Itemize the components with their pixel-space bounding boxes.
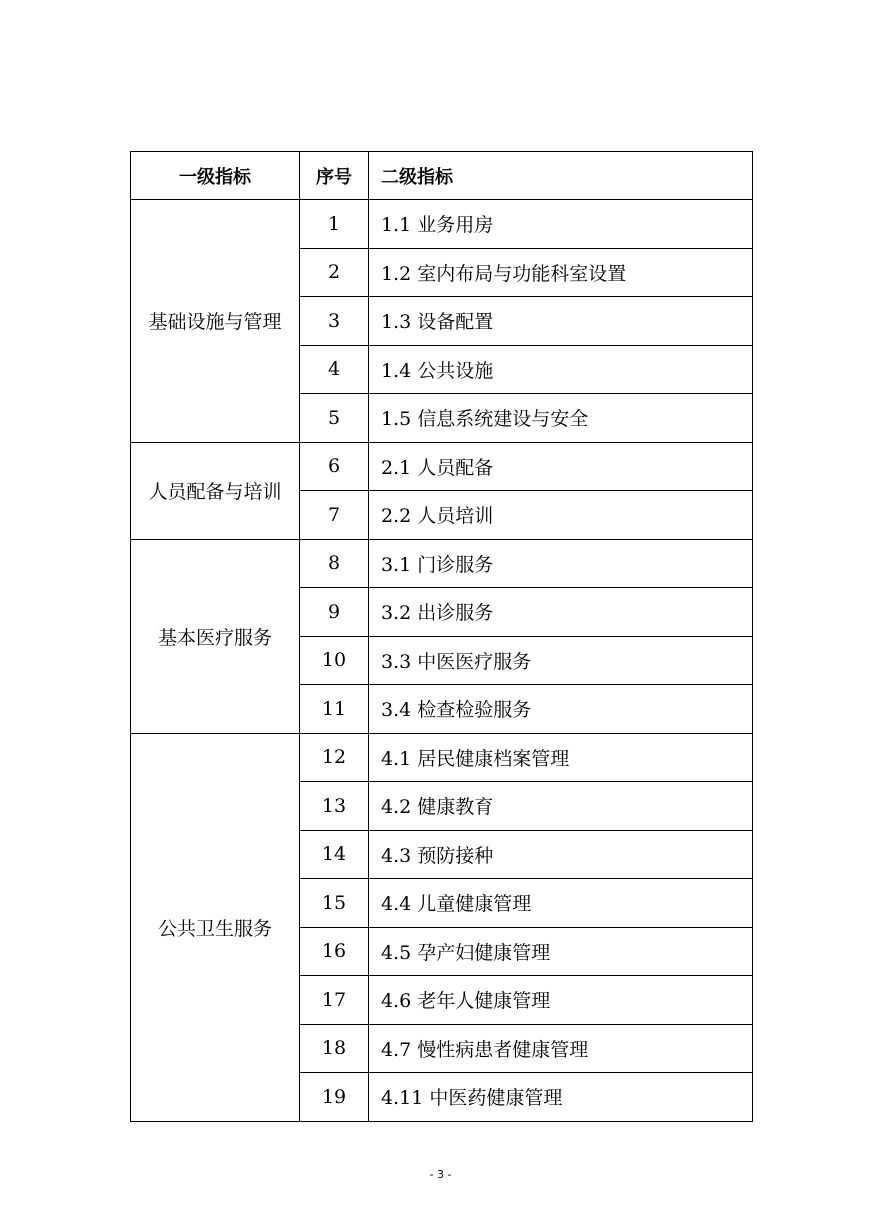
level2-cell: 2.2 人员培训 (369, 491, 753, 540)
page-number: - 3 - (429, 1168, 452, 1181)
header-seq: 序号 (300, 152, 369, 200)
seq-cell: 7 (300, 491, 369, 540)
seq-cell: 12 (300, 733, 369, 782)
seq-cell: 16 (300, 927, 369, 976)
level2-cell: 1.1 业务用房 (369, 200, 753, 249)
seq-cell: 6 (300, 442, 369, 491)
header-level2: 二级指标 (369, 152, 753, 200)
level2-cell: 3.1 门诊服务 (369, 539, 753, 588)
level2-cell: 4.2 健康教育 (369, 782, 753, 831)
level2-cell: 3.2 出诊服务 (369, 588, 753, 637)
level2-cell: 4.3 预防接种 (369, 830, 753, 879)
level2-cell: 2.1 人员配备 (369, 442, 753, 491)
seq-cell: 14 (300, 830, 369, 879)
seq-cell: 3 (300, 297, 369, 346)
header-level1: 一级指标 (131, 152, 300, 200)
seq-cell: 15 (300, 879, 369, 928)
level1-cell: 人员配备与培训 (131, 442, 300, 539)
level2-cell: 3.3 中医医疗服务 (369, 636, 753, 685)
seq-cell: 18 (300, 1024, 369, 1073)
seq-cell: 8 (300, 539, 369, 588)
level1-cell: 基础设施与管理 (131, 200, 300, 443)
table-row (131, 442, 753, 491)
table-row (131, 539, 753, 588)
level2-cell: 4.5 孕产妇健康管理 (369, 927, 753, 976)
level2-cell: 1.5 信息系统建设与安全 (369, 394, 753, 443)
level1-cell: 公共卫生服务 (131, 733, 300, 1121)
level2-cell: 4.4 儿童健康管理 (369, 879, 753, 928)
level2-cell: 4.6 老年人健康管理 (369, 976, 753, 1025)
level2-cell: 4.7 慢性病患者健康管理 (369, 1024, 753, 1073)
level2-cell: 1.2 室内布局与功能科室设置 (369, 248, 753, 297)
level2-cell: 1.3 设备配置 (369, 297, 753, 346)
level2-cell: 4.1 居民健康档案管理 (369, 733, 753, 782)
indicator-table (130, 151, 753, 1122)
seq-cell: 5 (300, 394, 369, 443)
seq-cell: 9 (300, 588, 369, 637)
seq-cell: 19 (300, 1073, 369, 1122)
level1-cell: 基本医疗服务 (131, 539, 300, 733)
level2-cell: 1.4 公共设施 (369, 345, 753, 394)
table-body (131, 200, 753, 1122)
seq-cell: 2 (300, 248, 369, 297)
seq-cell: 13 (300, 782, 369, 831)
table-row (131, 733, 753, 782)
table-header-row (131, 152, 753, 200)
seq-cell: 10 (300, 636, 369, 685)
seq-cell: 11 (300, 685, 369, 734)
table-row (131, 200, 753, 249)
level2-cell: 3.4 检查检验服务 (369, 685, 753, 734)
seq-cell: 17 (300, 976, 369, 1025)
level2-cell: 4.11 中医药健康管理 (369, 1073, 753, 1122)
seq-cell: 1 (300, 200, 369, 249)
seq-cell: 4 (300, 345, 369, 394)
